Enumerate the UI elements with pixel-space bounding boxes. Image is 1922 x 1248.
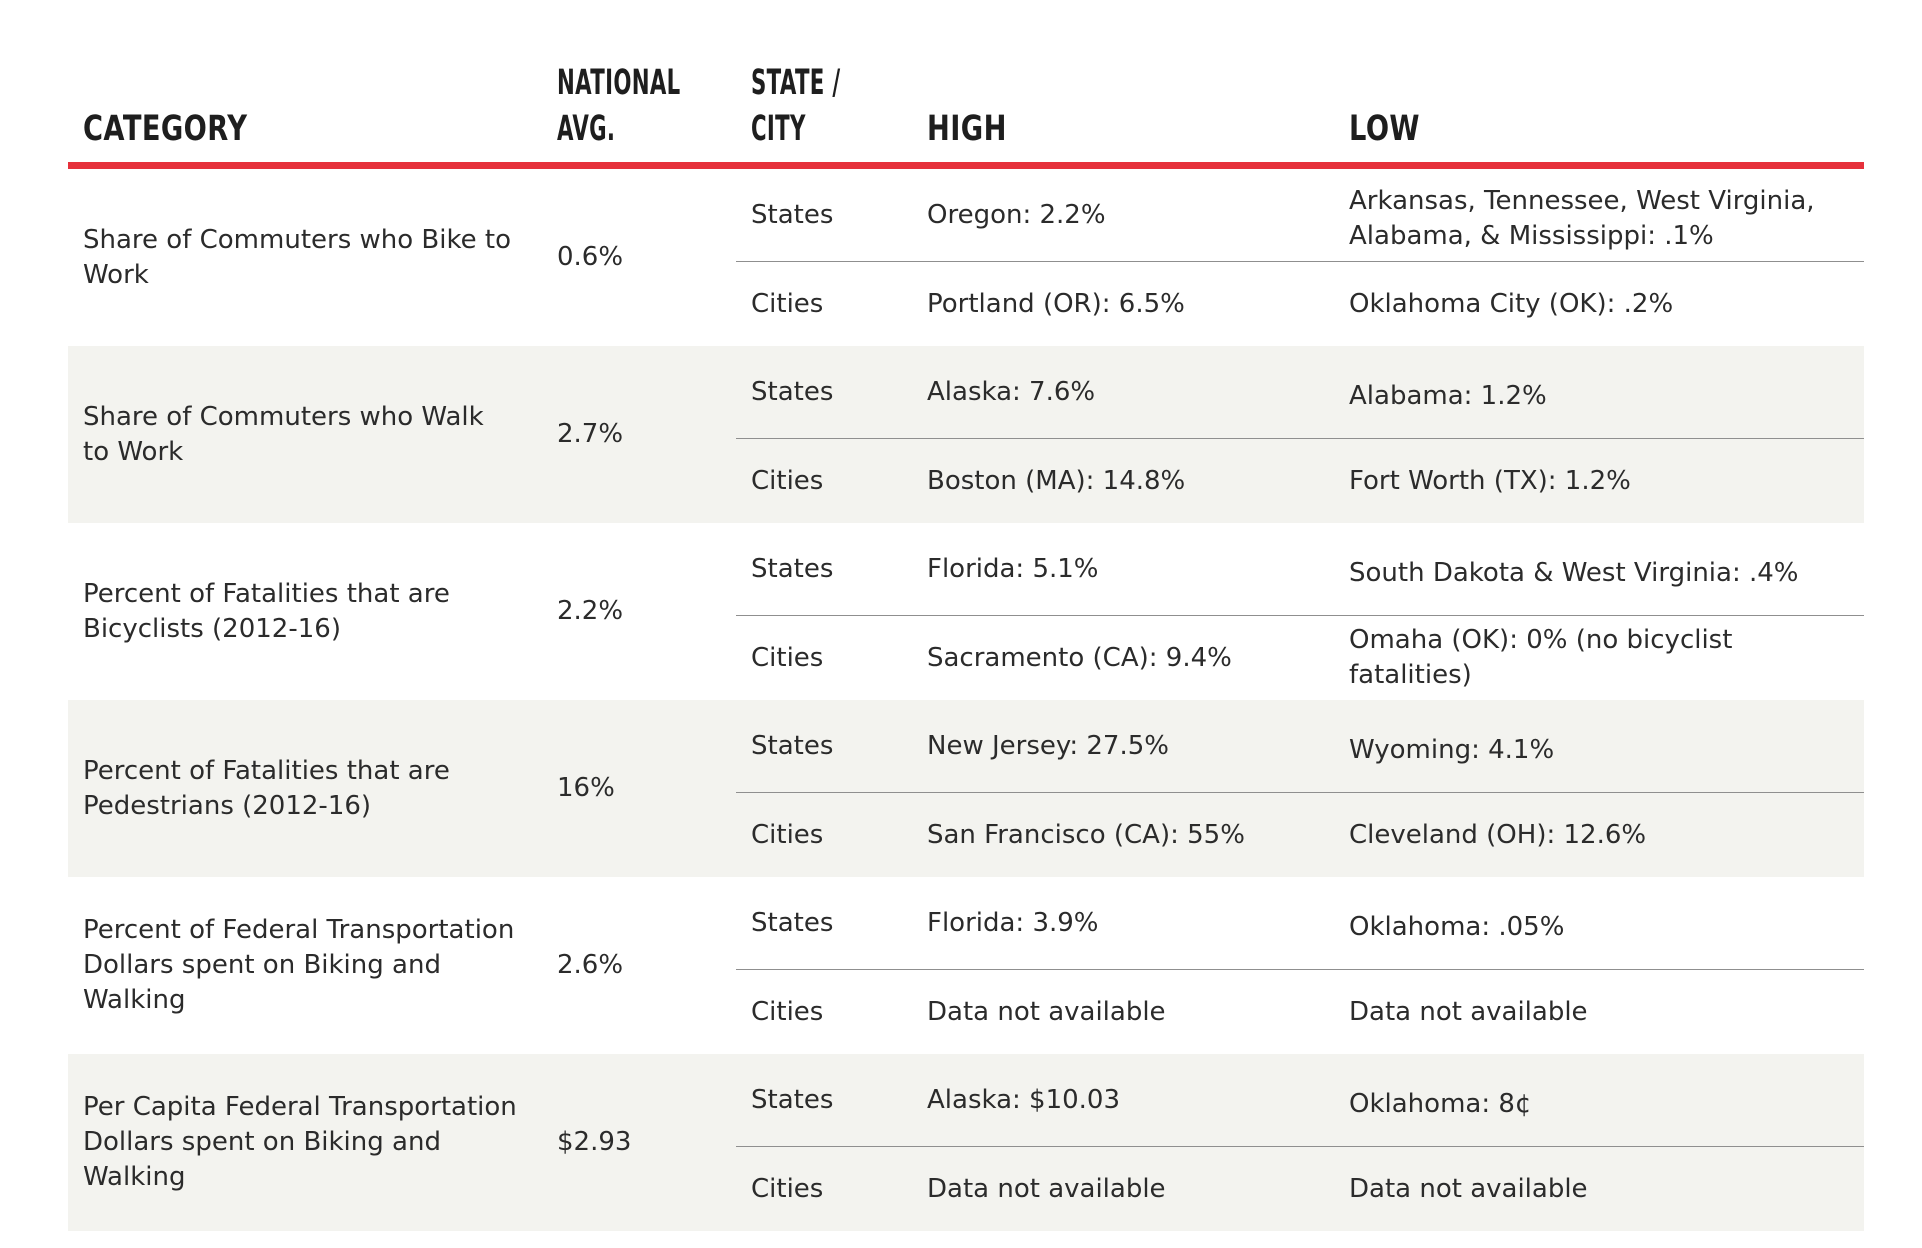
data-table-wrapper — [68, 60, 1864, 1231]
cities-label: Cities — [736, 439, 912, 524]
bike-walk-comparison-table — [68, 60, 1864, 1231]
cities-low-cell: Oklahoma City (OK): .2% — [1349, 288, 1674, 319]
header-state-city: STATE / CITY — [736, 60, 912, 166]
national-avg-cell: 2.6% — [557, 950, 624, 980]
national-avg-cell: 2.2% — [557, 596, 624, 626]
header-category: CATEGORY — [68, 60, 542, 166]
states-high-cell: Florida: 3.9% — [912, 877, 1334, 970]
cities-low-cell: Omaha (OK): 0% (no bicyclist fatalities) — [1349, 625, 1733, 690]
header-low: LOW — [1334, 60, 1864, 166]
states-low-cell: Oklahoma: 8¢ — [1334, 1054, 1864, 1147]
cities-high-cell: Portland (OR): 6.5% — [927, 288, 1185, 319]
states-low-cell: Wyoming: 4.1% — [1334, 700, 1864, 793]
category-cell: Percent of Federal Transportation Dollars spent on Biking and Walking — [83, 915, 515, 1015]
cities-high-cell: Data not available — [927, 996, 1166, 1027]
states-label: States — [736, 523, 912, 616]
header-national-avg: NATIONAL AVG. — [542, 60, 736, 166]
table-row — [68, 346, 1864, 439]
cities-label: Cities — [751, 996, 824, 1027]
category-cell: Share of Commuters who Walk to Work — [68, 346, 542, 523]
states-label: States — [736, 346, 912, 439]
states-label: States — [736, 700, 912, 793]
cities-label: Cities — [736, 793, 912, 878]
cities-low-cell: Data not available — [1349, 996, 1588, 1027]
states-low-cell: Arkansas, Tennessee, West Virginia, Alabama, & Mississippi: .1% — [1334, 166, 1864, 262]
states-high-cell: Alaska: 7.6% — [912, 346, 1334, 439]
cities-label: Cities — [751, 288, 824, 319]
states-low-cell: Alabama: 1.2% — [1334, 346, 1864, 439]
national-avg-cell: $2.93 — [542, 1054, 736, 1231]
states-low-cell: Oklahoma: .05% — [1334, 877, 1864, 970]
category-cell: Percent of Fatalities that are Bicyclists (2012-16) — [83, 578, 450, 644]
category-cell: Share of Commuters who Bike to Work — [83, 224, 511, 290]
states-high-cell: Oregon: 2.2% — [912, 166, 1334, 262]
cities-label: Cities — [751, 642, 824, 673]
national-avg-cell: 2.7% — [542, 346, 736, 523]
cities-low-cell: Fort Worth (TX): 1.2% — [1334, 439, 1864, 524]
table-row — [68, 166, 1864, 262]
cities-high-cell: Data not available — [912, 1147, 1334, 1232]
states-high-cell: Alaska: $10.03 — [912, 1054, 1334, 1147]
cities-high-cell: Sacramento (CA): 9.4% — [927, 642, 1232, 673]
national-avg-cell: 16% — [542, 700, 736, 877]
cities-high-cell: San Francisco (CA): 55% — [912, 793, 1334, 878]
category-cell: Per Capita Federal Transportation Dollars spent on Biking and Walking — [68, 1054, 542, 1231]
states-high-cell: Florida: 5.1% — [912, 523, 1334, 616]
cities-low-cell: Data not available — [1334, 1147, 1864, 1232]
states-high-cell: New Jersey: 27.5% — [912, 700, 1334, 793]
table-row — [68, 1054, 1864, 1147]
states-label: States — [736, 877, 912, 970]
national-avg-cell: 0.6% — [557, 242, 624, 272]
cities-label: Cities — [736, 1147, 912, 1232]
states-label: States — [736, 1054, 912, 1147]
cities-low-cell: Cleveland (OH): 12.6% — [1334, 793, 1864, 878]
table-row — [68, 877, 1864, 970]
states-low-cell: South Dakota & West Virginia: .4% — [1334, 523, 1864, 616]
table-row — [68, 523, 1864, 616]
table-row — [68, 700, 1864, 793]
header-row — [68, 60, 1864, 166]
category-cell: Percent of Fatalities that are Pedestrians (2012-16) — [68, 700, 542, 877]
cities-high-cell: Boston (MA): 14.8% — [912, 439, 1334, 524]
states-label: States — [736, 166, 912, 262]
header-high: HIGH — [912, 60, 1334, 166]
